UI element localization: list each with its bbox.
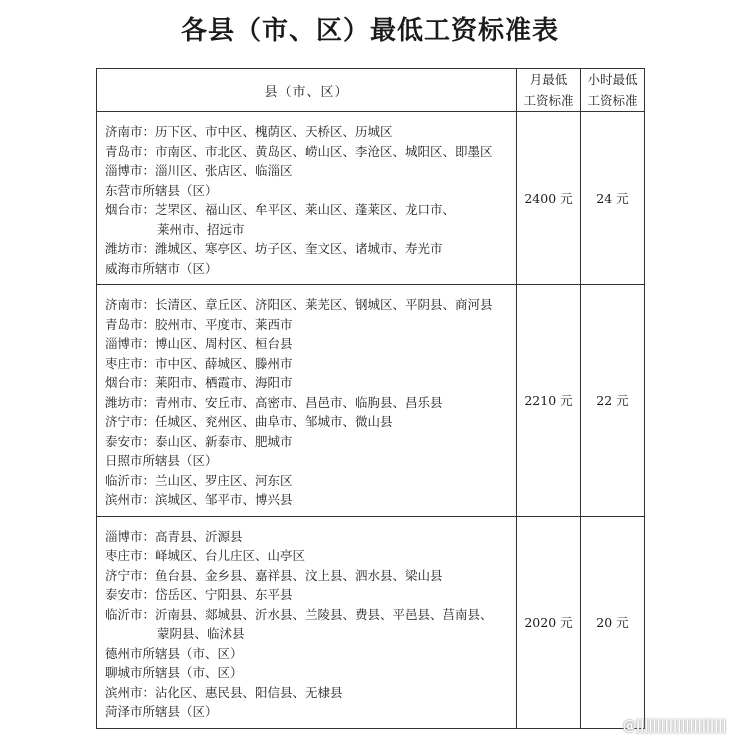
region-line: 枣庄市：市中区、薛城区、滕州市 — [105, 355, 293, 371]
header-region: 县（市、区） — [97, 69, 517, 112]
region-line: 潍坊市：潍城区、寒亭区、坊子区、奎文区、诸城市、寿光市 — [105, 241, 443, 256]
region-list — [97, 112, 517, 285]
monthly-wage-value: 2020 元 — [517, 516, 581, 728]
region-line: 淄博市：博山区、周村区、桓台县 — [105, 336, 293, 351]
region-line: 威海市所辖市（区） — [105, 260, 218, 276]
table-row — [97, 112, 645, 285]
region-line: 滨州市：沾化区、惠民县、阳信县、无棣县 — [105, 684, 343, 700]
header-monthly-line1: 月最低 — [529, 72, 568, 87]
header-hourly-line1: 小时最低 — [587, 72, 638, 87]
hourly-wage-value: 24 元 — [581, 112, 645, 285]
region-line: 淄博市：高青县、沂源县 — [105, 528, 243, 544]
watermark: @|||||||||||||||||||||| — [622, 718, 726, 734]
table-header-row — [97, 69, 645, 112]
region-line: 菏泽市所辖县（区） — [105, 704, 218, 719]
header-monthly — [517, 69, 581, 112]
region-line: 临沂市：兰山区、罗庄区、河东区 — [105, 472, 293, 488]
page-title: 各县（市、区）最低工资标准表 — [180, 16, 559, 46]
table-row — [97, 285, 645, 517]
hourly-wage-value: 20 元 — [581, 516, 645, 728]
region-line: 蒙阴县、临沭县 — [157, 626, 245, 641]
region-line: 滨州市：滨城区、邹平市、博兴县 — [105, 492, 293, 507]
hourly-wage-value: 22 元 — [581, 285, 645, 517]
region-line: 济南市：历下区、市中区、槐荫区、天桥区、历城区 — [105, 124, 393, 139]
region-line: 济宁市：任城区、兖州区、曲阜市、邹城市、微山县 — [105, 414, 393, 429]
region-line: 聊城市所辖县（市、区） — [105, 665, 243, 680]
region-line: 烟台市：莱阳市、栖霞市、海阳市 — [105, 375, 293, 390]
header-hourly-line2: 工资标准 — [587, 93, 638, 108]
table-row — [97, 516, 645, 728]
region-line: 泰安市：岱岳区、宁阳县、东平县 — [105, 587, 293, 602]
region-line: 东营市所辖县（区） — [105, 182, 218, 198]
header-monthly-line2: 工资标准 — [523, 93, 574, 108]
region-line: 济宁市：鱼台县、金乡县、嘉祥县、汶上县、泗水县、梁山县 — [105, 567, 443, 583]
region-line: 青岛市：市南区、市北区、黄岛区、崂山区、李沧区、城阳区、即墨区 — [105, 143, 493, 159]
region-line: 青岛市：胶州市、平度市、莱西市 — [105, 316, 293, 332]
region-list — [97, 285, 517, 517]
monthly-wage-value: 2210 元 — [517, 285, 581, 517]
wage-table — [96, 68, 645, 729]
region-line: 枣庄市：峄城区、台儿庄区、山亭区 — [105, 548, 306, 563]
region-line: 临沂市：沂南县、郯城县、沂水县、兰陵县、费县、平邑县、莒南县、 — [105, 606, 493, 622]
region-line: 潍坊市：青州市、安丘市、高密市、昌邑市、临朐县、昌乐县 — [105, 394, 443, 410]
region-line: 德州市所辖县（市、区） — [105, 645, 243, 661]
region-list — [97, 516, 517, 728]
monthly-wage-value: 2400 元 — [517, 112, 581, 285]
region-line: 淄博市：淄川区、张店区、临淄区 — [105, 163, 293, 178]
region-line: 日照市所辖县（区） — [105, 453, 218, 468]
region-line: 济南市：长清区、章丘区、济阳区、莱芜区、钢城区、平阴县、商河县 — [105, 297, 493, 312]
header-hourly — [581, 69, 645, 112]
region-line: 莱州市、招远市 — [157, 221, 245, 237]
region-line: 泰安市：泰山区、新泰市、肥城市 — [105, 433, 293, 449]
region-line: 烟台市：芝罘区、福山区、牟平区、莱山区、蓬莱区、龙口市、 — [105, 202, 456, 217]
